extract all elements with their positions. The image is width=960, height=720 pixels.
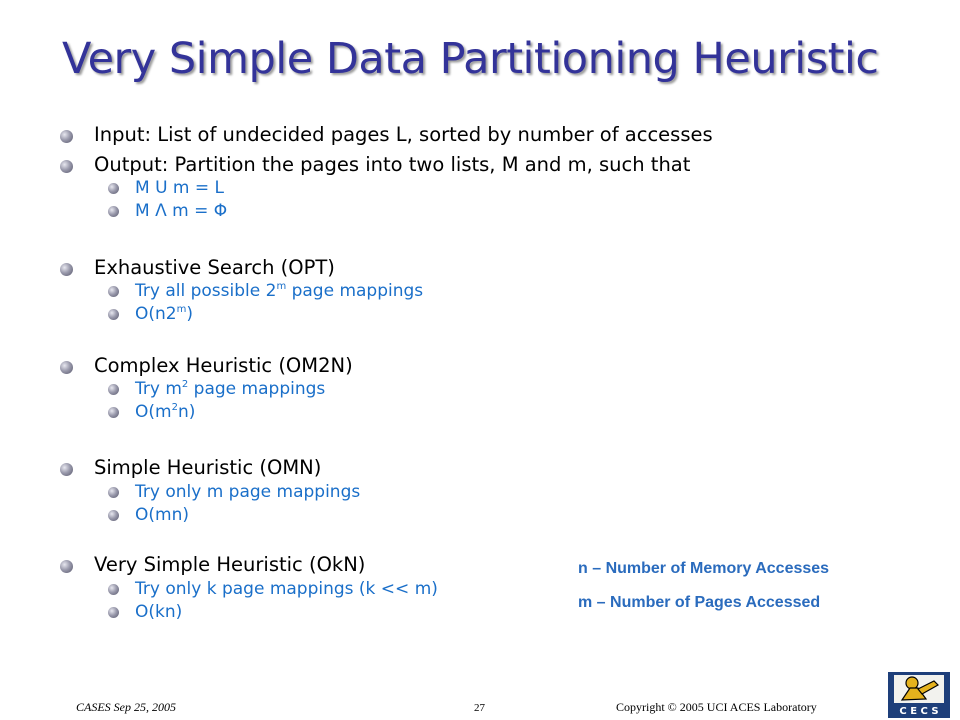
bullet-text: )	[186, 304, 193, 324]
sub-bullet-okn-complexity	[135, 602, 182, 622]
sub-bullet-union	[135, 178, 224, 198]
bullet-omn	[94, 456, 321, 479]
bullet-om2n	[94, 354, 353, 377]
page-number: 27	[474, 702, 485, 714]
slide-title: Very Simple Data Partitioning Heuristic	[62, 34, 879, 84]
sub-bullet-omn-mappings	[135, 482, 360, 502]
bullet-icon	[108, 584, 119, 595]
bullet-text: Try m	[135, 379, 182, 399]
cecs-logo	[888, 672, 950, 718]
bullet-icon	[60, 263, 73, 276]
superscript: m	[276, 281, 287, 292]
bullet-icon	[60, 361, 73, 374]
bullet-text: O(n2	[135, 304, 177, 324]
superscript: 2	[181, 379, 189, 390]
bullet-icon	[108, 286, 119, 297]
bullet-icon	[108, 309, 119, 320]
bullet-text: O(kn)	[135, 602, 183, 622]
bullet-icon	[108, 487, 119, 498]
bullet-icon	[108, 206, 119, 217]
footer-copyright: Copyright © 2005 UCI ACES Laboratory	[616, 700, 817, 714]
bullet-icon	[108, 384, 119, 395]
bullet-icon	[60, 560, 73, 573]
bullet-text: Very Simple Heuristic (OkN)	[94, 553, 366, 576]
sub-bullet-opt-mappings	[135, 281, 423, 301]
bullet-icon	[60, 160, 73, 173]
bullet-text: M U m = L	[135, 178, 225, 198]
legend-m: m – Number of Pages Accessed	[578, 594, 821, 611]
bullet-text: page mappings	[188, 379, 326, 399]
bullet-text: O(mn)	[135, 505, 189, 525]
bullet-opt	[94, 256, 335, 279]
bullet-icon	[108, 510, 119, 521]
sub-bullet-om2n-mappings	[135, 379, 325, 399]
bullet-icon	[108, 607, 119, 618]
bullet-icon	[60, 130, 73, 143]
sub-bullet-om2n-complexity	[135, 402, 195, 422]
bullet-text: Exhaustive Search (OPT)	[94, 256, 335, 279]
bullet-text: O(m	[135, 402, 172, 422]
bullet-output	[94, 153, 690, 176]
superscript: 2	[171, 402, 178, 413]
sub-bullet-opt-complexity	[135, 304, 193, 324]
footer-event: CASES Sep 25, 2005	[76, 700, 176, 714]
bullet-text: M Λ m = Φ	[135, 201, 228, 221]
sub-bullet-intersection	[135, 201, 227, 221]
bullet-okn	[94, 553, 365, 576]
logo-lettering: C E C S	[899, 706, 939, 717]
bullet-icon	[60, 463, 73, 476]
superscript: m	[176, 304, 187, 315]
bullet-text: Try only m page mappings	[135, 482, 361, 502]
bullet-icon	[108, 183, 119, 194]
bullet-text: page mappings	[286, 281, 424, 301]
sub-bullet-okn-mappings	[135, 579, 438, 599]
bullet-text: Try all possible 2	[135, 281, 277, 301]
bullet-text: Try only k page mappings (k << m)	[135, 579, 438, 599]
bullet-text: Input: List of undecided pages L, sorted by number of accesses	[94, 123, 713, 146]
bullet-input	[94, 123, 713, 146]
bullet-text: Complex Heuristic (OM2N)	[94, 354, 353, 377]
legend-n: n – Number of Memory Accesses	[578, 560, 830, 577]
bullet-text: n)	[177, 402, 196, 422]
bullet-text: Simple Heuristic (OMN)	[94, 456, 322, 479]
bullet-icon	[108, 407, 119, 418]
sub-bullet-omn-complexity	[135, 505, 189, 525]
bullet-text: Output: Partition the pages into two lists, M and m, such that	[94, 153, 691, 176]
